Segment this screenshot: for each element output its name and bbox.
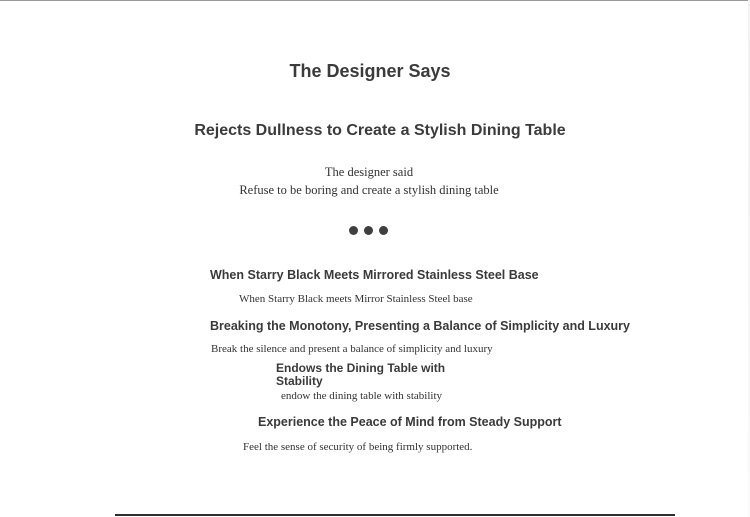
quote-line-1: The designer said — [324, 165, 414, 179]
dot — [364, 226, 373, 235]
section-heading-4: Experience the Peace of Mind from Steady Support — [258, 415, 562, 429]
page-title: The Designer Says — [289, 61, 451, 81]
section-subtext-4: Feel the sense of security of being firmly supported. — [243, 441, 473, 453]
page-subtitle: Rejects Dullness to Create a Stylish Dining Table — [194, 122, 566, 139]
section-heading-3: Endows the Dining Table with Stability — [276, 361, 446, 388]
section-subtext-1: When Starry Black meets Mirror Stainless Steel base — [239, 293, 473, 305]
quote-line-2: Refuse to be boring and create a stylish dining table — [239, 183, 499, 197]
section-heading-1: When Starry Black Meets Mirrored Stainless Steel Base — [210, 268, 539, 282]
bottom-divider — [115, 514, 675, 516]
dot — [349, 226, 358, 235]
top-divider — [0, 0, 750, 1]
section-heading-2: Breaking the Monotony, Presenting a Balance of Simplicity and Luxury — [210, 319, 630, 333]
ellipsis-dots-icon — [349, 226, 389, 236]
section-subtext-3: endow the dining table with stability — [281, 390, 443, 402]
section-subtext-2: Break the silence and present a balance of simplicity and luxury — [211, 343, 493, 355]
dot — [379, 226, 388, 235]
